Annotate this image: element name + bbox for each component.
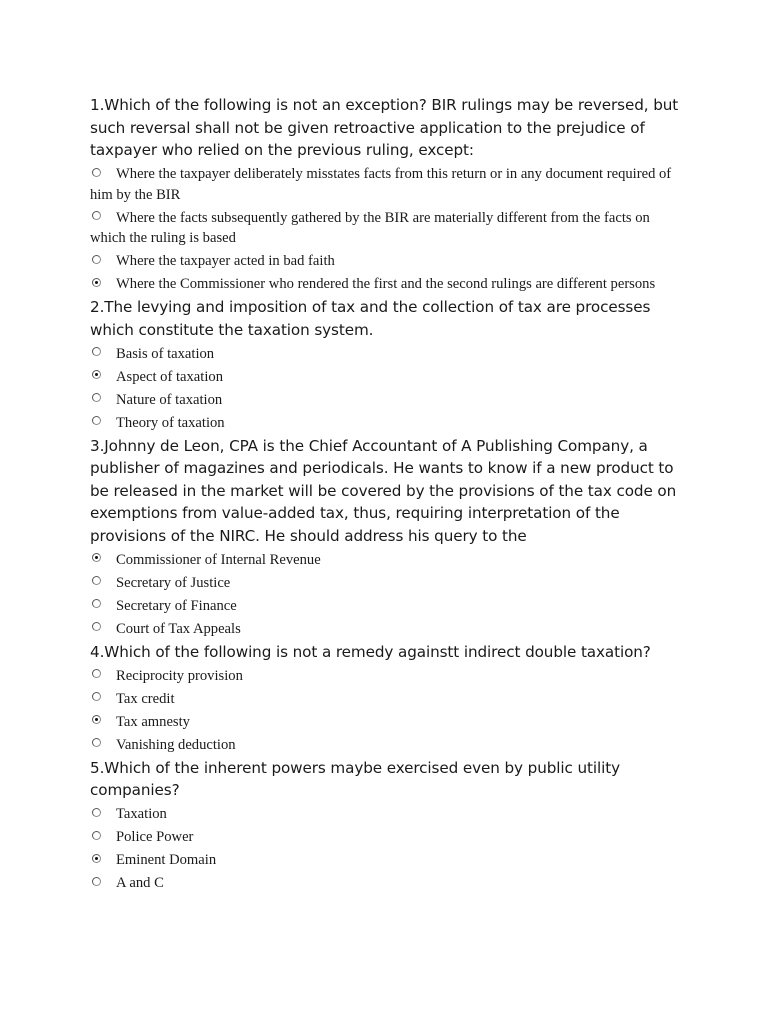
answer-option[interactable] [90,251,680,272]
question-text: 5.Which of the inherent powers maybe exercised even by public utility companies? [90,758,620,799]
question-text: 1.Which of the following is not an exception? BIR rulings may be reversed, but such reversal shall not be given retroactive application to the prejudice of taxpayer who relied on the previous ruling, except: [90,96,679,159]
answer-options [90,344,680,434]
radio-button[interactable] [92,622,101,631]
option-label: Where the Commissioner who rendered the first and the second rulings are different persons [116,276,656,292]
answer-option[interactable] [90,164,680,205]
quiz-page [90,94,680,895]
option-label: Where the facts subsequently gathered by the BIR are materially different from the facts on which the ruling is based [90,209,650,246]
radio-button[interactable] [92,416,101,425]
answer-options [90,550,680,640]
answer-options [90,804,680,894]
option-label: Vanishing deduction [116,736,236,753]
radio-button[interactable] [92,211,101,220]
option-label: Nature of taxation [116,391,223,408]
radio-button[interactable] [92,370,101,379]
answer-option[interactable] [90,274,680,295]
answer-option[interactable] [90,873,680,894]
answer-option[interactable] [90,344,680,365]
radio-button[interactable] [92,168,101,177]
option-label: Secretary of Justice [116,574,231,591]
option-label: Where the taxpayer acted in bad faith [116,253,335,269]
question-text: 4.Which of the following is not a remedy againstt indirect double taxation? [90,642,651,661]
answer-options [90,666,680,756]
answer-options [90,164,680,295]
answer-option[interactable] [90,850,680,871]
option-label: Reciprocity provision [116,667,243,684]
answer-option[interactable] [90,619,680,640]
answer-option[interactable] [90,804,680,825]
question-text: 2.The levying and imposition of tax and the collection of tax are processes which constitute the taxation system. [90,298,651,339]
option-label: Secretary of Finance [116,597,237,614]
radio-button[interactable] [92,599,101,608]
option-label: Tax credit [116,690,175,707]
answer-option[interactable] [90,413,680,434]
radio-button[interactable] [92,278,101,287]
radio-button[interactable] [92,255,101,264]
answer-option[interactable] [90,390,680,411]
answer-option[interactable] [90,666,680,687]
question-5 [90,757,680,894]
radio-button[interactable] [92,393,101,402]
answer-option[interactable] [90,827,680,848]
option-label: Theory of taxation [116,414,225,431]
answer-option[interactable] [90,735,680,756]
option-label: Tax amnesty [116,713,190,730]
option-label: Eminent Domain [116,852,217,868]
answer-option[interactable] [90,573,680,594]
option-label: Taxation [116,806,167,822]
question-2 [90,296,680,433]
question-4 [90,641,680,756]
option-label: Police Power [116,829,194,845]
question-3 [90,435,680,640]
answer-option[interactable] [90,550,680,571]
radio-button[interactable] [92,576,101,585]
answer-option[interactable] [90,689,680,710]
radio-button[interactable] [92,715,101,724]
option-label: Aspect of taxation [116,368,223,385]
radio-button[interactable] [92,692,101,701]
answer-option[interactable] [90,596,680,617]
radio-button[interactable] [92,808,101,817]
question-text: 3.Johnny de Leon, CPA is the Chief Accountant of A Publishing Company, a publisher of magazines and periodicals. He wants to know if a new product to be released in the market will be covered by the provisions of the tax code on exemptions from value-added tax, thus, requiring interpretation of the provisions of the NIRC. He should address his query to the [90,436,677,545]
radio-button[interactable] [92,877,101,886]
option-label: Where the taxpayer deliberately misstates facts from this return or in any document required of him by the BIR [90,166,672,203]
option-label: Court of Tax Appeals [116,620,241,637]
radio-button[interactable] [92,669,101,678]
answer-option[interactable] [90,367,680,388]
option-label: Commissioner of Internal Revenue [116,551,321,568]
radio-button[interactable] [92,831,101,840]
radio-button[interactable] [92,553,101,562]
answer-option[interactable] [90,208,680,249]
question-1 [90,94,680,295]
answer-option[interactable] [90,712,680,733]
option-label: A and C [116,875,164,891]
option-label: Basis of taxation [116,345,215,362]
radio-button[interactable] [92,347,101,356]
radio-button[interactable] [92,854,101,863]
radio-button[interactable] [92,738,101,747]
